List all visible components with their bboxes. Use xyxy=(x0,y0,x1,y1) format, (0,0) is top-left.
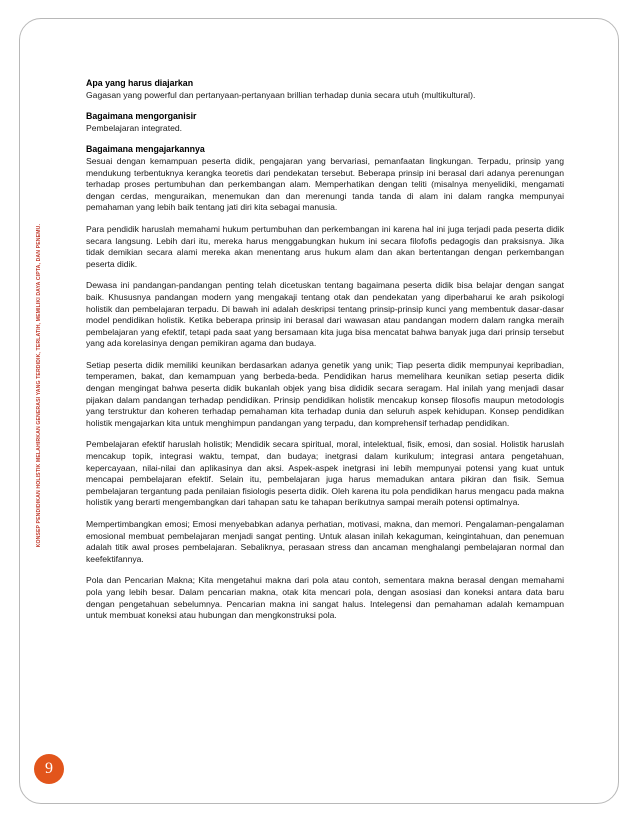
paragraph: Mempertimbangkan emosi; Emosi menyebabkan adanya perhatian, motivasi, makna, dan memori. Pengalaman-pengalaman emosional membuat pembelajaran menjadi sangat penting. Untuk alasan inilah kekaguman, keingintahuan, dan penemuan adalah titik awal proses pembelajaran. Sebaliknya, perasaan stress dan ancaman menghalangi pembelajaran normal dan keefektifannya. xyxy=(86,519,564,564)
paragraph: Sesuai dengan kemampuan peserta didik, pengajaran yang bervariasi, pemanfaatan lingkungan. Terpadu, prinsip yang mendukung terbentuknya kerangka teoretis dari pendekatan tersebut. Beberapa prinsip ini berasal dari adanya perenungan terhadap proses pertumbuhan dan perkembangan alam. Memperhatikan dengan teliti (misalnya menyelidiki, mengamati dengan cerdas, menguraikan, menemukan dan dan merenungi tanda tanda di alam ini dalam rangka mempunyai pemahaman yang lebih baik tentang jati diri kita sebagai manusia. xyxy=(86,155,564,213)
paragraph: Pembelajaran integrated. xyxy=(86,122,183,133)
paragraph: Pembelajaran efektif haruslah holistik; Mendidik secara spiritual, moral, intelektual, fisik, emosi, dan sosial. Holistik haruslah mencakup topik, integrasi waktu, tempat, dan budaya; inetgrasi dalam kurikulum; integrasi antara pengetahuan, kepercayaan, nilai-nilai dan aplikasinya dan aksi. Aspek-aspek inetgrasi ini lebih mempunyai potensi yang kuat untuk mencapai pembelajaran efektif. Selain itu, pembelajaran juga harus memadukan antara pikiran dan fisik. Semua pembelajaran tergantung pada penilaian fisiologis peserta didik. Oleh karena itu pola pendidikan harus mengacu pada makna holistik yang berarti mengembangkan dari tahapan satu ke tahapan berikutnya sampai meraih potensi optimalnya. xyxy=(86,439,564,508)
section-heading: Apa yang harus diajarkan xyxy=(86,78,194,88)
page-number-badge xyxy=(34,754,64,784)
paragraph: Dewasa ini pandangan-pandangan penting telah dicetuskan tentang bagaimana peserta didik bisa belajar dengan sangat baik. Khususnya pandangan modern yang mengakaji tentang otak dan pendekatan yang diperbaharui ke arah psikologi holistik dan pembelajaran terpadu. Di bawah ini adalah deskripsi tentang prinsip-prinsip kunci yang membentuk dasar-dasar model pendidikan holistik. Ketika beberapa prinsip ini berasal dari wawasan atau pandangan modern dalam rangka meraih pembelajaran yang efektif, tetapi pada saat yang bersamaan kita juga bisa mencatat bahwa banyak juga dari prinsip tersebut yang ada korelasinya dengan pemikiran agama dan budaya. xyxy=(86,280,564,349)
paragraph: Para pendidik haruslah memahami hukum pertumbuhan dan perkembangan ini karena hal ini juga terjadi pada peserta didik secara langsung. Lebih dari itu, mereka harus menggabungkan hukum ini secara filofofis pedagogis dan praksisnya. Jika tidak demikian secara alami mereka akan menentang arus hukum alam dan akan bertentangan dengan perkembangan peserta didik. xyxy=(86,223,564,269)
section-what-to-teach xyxy=(86,78,564,101)
page-number: 9 xyxy=(45,760,53,777)
paragraph: Gagasan yang powerful dan pertanyaan-pertanyaan brillian terhadap dunia secara utuh (multikultural). xyxy=(86,89,476,100)
section-how-to-organize xyxy=(86,111,564,134)
side-running-title xyxy=(32,40,46,732)
section-heading: Bagaimana mengorganisir xyxy=(86,111,197,122)
paragraph: Pola dan Pencarian Makna; Kita mengetahui makna dari pola atau contoh, sementara makna berasal dengan memahami pola yang lebih besar. Dalam pencarian makna, otak kita mencari pola, dengan asosiasi dan koneksi antara data baru dengan pengetahuan sebelumnya. Pencarian makna ini sangat halus. Intelegensi dan pemahaman adalah kemampuan untuk membuat koneksi atau hubungan dan mengkonstruksi pola. xyxy=(86,575,564,621)
section-heading: Bagaimana mengajarkannya xyxy=(86,144,205,155)
document-body xyxy=(86,78,564,632)
side-title-text: KONSEP PENDIDIKAN HOLISTIK MELAHIRKAN GENERASI YANG TERDIDIK, TERLATIH, MEMILIKI DAYA CIPTA, DAN PENEMU. xyxy=(36,224,42,548)
section-how-to-teach xyxy=(86,144,564,621)
paragraph: Setiap peserta didik memiliki keunikan berdasarkan adanya genetik yang unik; Tiap peserta didik mempunyai kepribadian, temperamen, bakat, dan kemampuan yang berbeda-beda. Pendidikan harus memelihara keunikan setiap peserta didik dengan mengingat bahwa peserta didik bukanlah objek yang bisa dididik secara seragam. Hal inilah yang menjadi dasar pijakan dalam pandangan terhadap pendidikan. Prinsip pendidikan holistik mencakup konsep filosofis maupun metodologis yang terstruktur dan koheren terhadap pemahaman kita terhadap dunia dan seluruh aspek kehidupan. Konsep pendidikan holistik mengajarkan kita untuk menghimpun pandangan yang terpadu, dan komprehensif terhadap pendidikan. xyxy=(86,359,564,428)
